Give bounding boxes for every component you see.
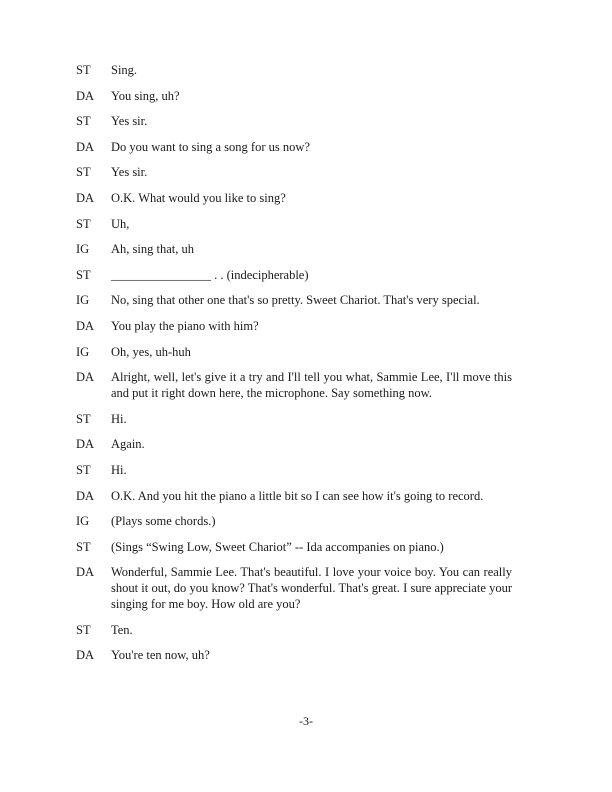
utterance-text: You sing, uh? [111, 88, 180, 103]
speaker-label: ST [76, 216, 91, 231]
speaker-label: IG [76, 242, 90, 257]
transcript-entry [76, 462, 512, 478]
utterance-text: Yes sir. [111, 165, 148, 180]
speaker-label: ST [76, 114, 91, 129]
speaker-label: DA [76, 139, 95, 154]
speaker-label: ST [76, 165, 91, 180]
transcript-entry [76, 369, 512, 401]
speaker-label: ST [76, 462, 91, 477]
speaker-label: DA [76, 88, 95, 103]
transcript-entry [76, 88, 512, 104]
speaker-label: ST [76, 622, 91, 637]
utterance-text: Ten. [111, 622, 133, 637]
speaker-label: IG [76, 514, 90, 529]
utterance-text: Yes sir. [111, 114, 148, 129]
utterance-text: Do you want to sing a song for us now? [111, 139, 310, 154]
utterance-text: (Sings “Swing Low, Sweet Chariot” -- Ida accompanies on piano.) [111, 539, 444, 554]
speaker-label: IG [76, 344, 90, 359]
utterance-text: Sing. [111, 63, 138, 77]
transcript-entry [76, 267, 512, 283]
transcript-entry [76, 436, 512, 452]
utterance-text: Alright, well, let's give it a try and I'll tell you what, Sammie Lee, I'll move this and put it right down here, the microphone. Say something now. [111, 370, 512, 401]
transcript-entry [76, 622, 512, 638]
speaker-label: ST [76, 411, 91, 426]
transcript-entry [76, 292, 512, 308]
transcript-entry [76, 139, 512, 155]
speaker-label: DA [76, 648, 95, 663]
utterance-text: O.K. What would you like to sing? [111, 190, 286, 205]
transcript-entry [76, 190, 512, 206]
speaker-label: IG [76, 293, 90, 308]
utterance-text: No, sing that other one that's so pretty. Sweet Chariot. That's very special. [111, 293, 480, 308]
transcript-entry [76, 216, 512, 232]
speaker-label: DA [76, 565, 95, 580]
transcript-body [76, 62, 512, 673]
utterance-text: Again. [111, 437, 145, 452]
transcript-entry [76, 241, 512, 257]
speaker-label: DA [76, 190, 95, 205]
utterance-text: You're ten now, uh? [111, 648, 210, 663]
transcript-entry [76, 344, 512, 360]
transcript-entry [76, 647, 512, 663]
utterance-text: Wonderful, Sammie Lee. That's beautiful. I love your voice boy. You can really shout it out, do you know? That's wonderful. That's great. I sure appreciate your singing for me boy. How old are you? [111, 565, 512, 612]
utterance-text: (Plays some chords.) [111, 514, 216, 529]
utterance-text: O.K. And you hit the piano a little bit so I can see how it's going to record. [111, 488, 484, 503]
speaker-label: DA [76, 318, 95, 333]
speaker-label: DA [76, 488, 95, 503]
transcript-entry [76, 488, 512, 504]
utterance-text: Oh, yes, uh-huh [111, 344, 191, 359]
utterance-text: Ah, sing that, uh [111, 242, 194, 257]
transcript-entry [76, 62, 512, 78]
transcript-entry [76, 164, 512, 180]
utterance-text: Hi. [111, 411, 127, 426]
utterance-text: Hi. [111, 462, 127, 477]
utterance-text: ________________ . . (indecipherable) [111, 267, 309, 282]
speaker-label: ST [76, 267, 91, 282]
utterance-text: Uh, [111, 216, 130, 231]
transcript-entry [76, 411, 512, 427]
utterance-text: You play the piano with him? [111, 318, 259, 333]
speaker-label: ST [76, 539, 91, 554]
transcript-entry [76, 564, 512, 612]
speaker-label: DA [76, 370, 95, 385]
transcript-entry [76, 539, 512, 555]
speaker-label: DA [76, 437, 95, 452]
transcript-entry [76, 318, 512, 334]
speaker-label: ST [76, 63, 91, 77]
transcript-entry [76, 113, 512, 129]
transcript-entry [76, 513, 512, 529]
page-number: -3- [299, 714, 313, 728]
